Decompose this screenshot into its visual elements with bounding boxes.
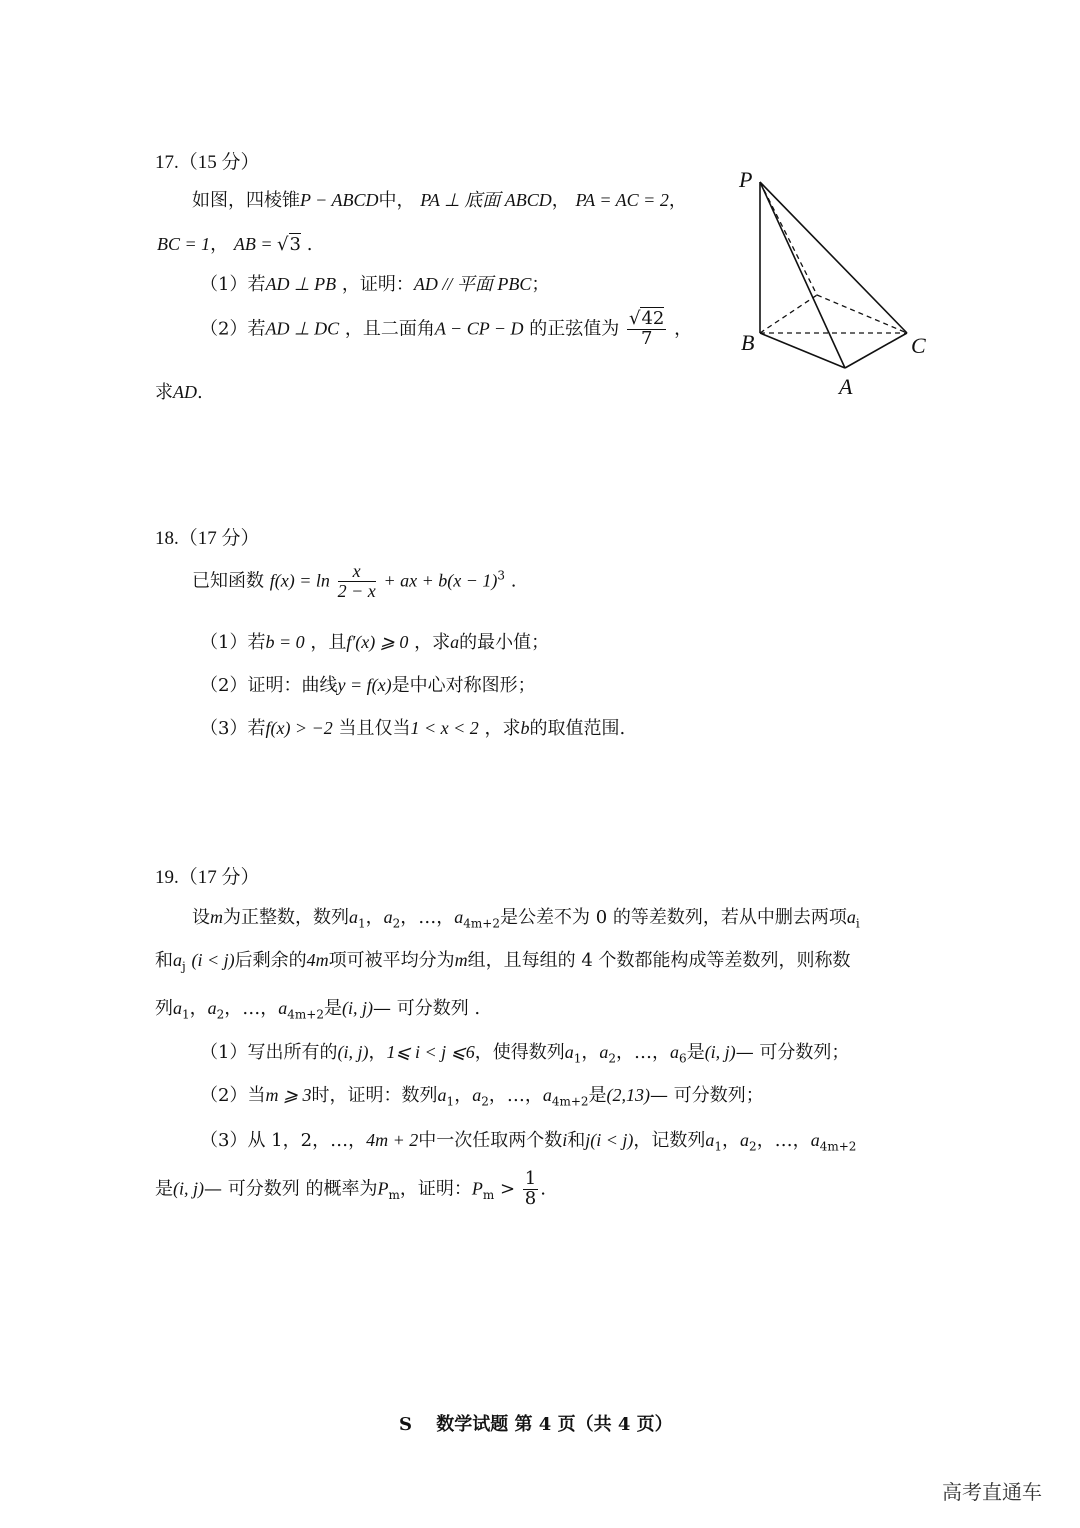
q19-line-end: 是(i, j)— 可分数列 的概率为$P_m$，证明：$P_m$ > $\frac{1}{8}$ .: [155, 1168, 546, 1209]
edge-DC: [817, 295, 907, 333]
q18-intro: 已知函数 f(x) = ln $\frac{x}{2 - x}$ + ax + $b(x - 1)^3$ .: [192, 561, 517, 601]
q19-part3: （3）从 1，2，…，4m + 2中一次任取两个数i和j(i < j)，记数列$a_1$，$a_2$，…，$a_{4m+2}$: [200, 1130, 857, 1154]
edge-BD: [760, 295, 817, 333]
q18-part3: （3）若f(x) > −2 当且仅当1 < x < 2 ，求b的取值范围.: [200, 718, 626, 739]
watermark: 高考直通车: [942, 1480, 1042, 1504]
pyramid-figure: [735, 160, 935, 405]
q19-part2: （2）当m ⩾ 3时，证明：数列$a_1$，$a_2$，…，$a_{4m+2}$是(2,13)— 可分数列；: [200, 1085, 764, 1109]
q19-part1: （1）写出所有的(i, j)，1⩽ i < j ⩽6，使得数列$a_1$，$a_2$，…，$a_6$是(i, j)— 可分数列；: [200, 1042, 850, 1066]
q19-line1: 设m为正整数，数列$a_1$，$a_2$，…，$a_{4m+2}$是公差不为 0 的等差数列，若从中删去两项$a_i$: [192, 907, 860, 931]
q19-line2: 和$a_j$ (i < j)后剩余的4m项可被平均分为m组，且每组的 4 个数都能构成等差数列，则称数: [155, 950, 851, 974]
q17-part2: （2）若AD ⊥ DC ，且二面角A − CP − D 的正弦值为 $\frac{√42}{7}$ ，: [200, 308, 693, 349]
q17-header: 17.（15 分）: [155, 152, 260, 173]
edge-AC: [845, 333, 907, 368]
sin-fraction: $\frac{√42}{7}$: [628, 308, 665, 349]
q17-line1: 如图，四棱锥P − ABCD中， PA ⊥ 底面 ABCD， PA = AC = 2，: [192, 190, 687, 211]
edge-PA: [760, 182, 845, 368]
label-B: B: [741, 330, 755, 355]
label-P: P: [739, 167, 753, 192]
label-A: A: [839, 374, 853, 399]
q19-line3: 列$a_1$，$a_2$，…，$a_{4m+2}$是(i, j)— 可分数列 .: [155, 998, 481, 1022]
label-C: C: [911, 333, 926, 358]
prob-fraction: $\frac{1}{8}$: [524, 1168, 537, 1209]
q18-part2: （2）证明：曲线y = f(x)是中心对称图形；: [200, 675, 536, 696]
q18-part1: （1）若b = 0 ，且f′(x) ⩾ 0 ，求a的最小值；: [200, 632, 550, 653]
q17-part1: （1）若AD ⊥ PB ，证明：AD // 平面 PBC；: [200, 274, 550, 295]
q19-header: 19.（17 分）: [155, 867, 260, 888]
q17-line-end: 求AD.: [155, 382, 203, 403]
page-footer: S 数学试题 第 4 页（共 4 页）: [399, 1414, 673, 1435]
edge-PC: [760, 182, 907, 333]
edge-PD: [760, 182, 817, 295]
ln-fraction: $\frac{x}{2 - x}$: [337, 561, 376, 601]
q18-header: 18.（17 分）: [155, 528, 260, 549]
q17-line2: BC = 1， AB = √3 .: [157, 234, 313, 255]
